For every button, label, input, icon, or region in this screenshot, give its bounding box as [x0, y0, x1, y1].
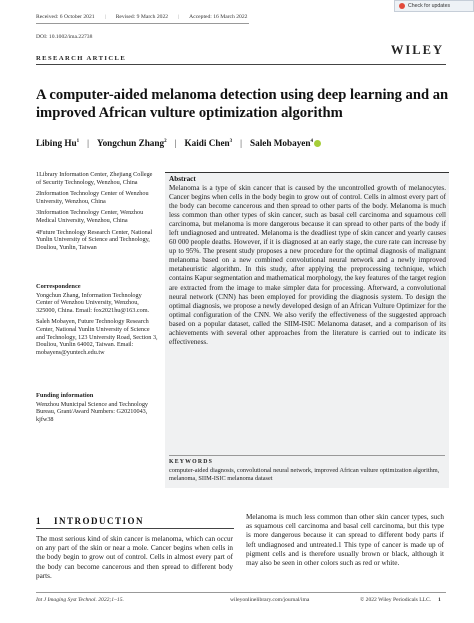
author-name[interactable]: Libing Hu$^1$: [36, 138, 80, 148]
section-label: RESEARCH ARTICLE: [36, 55, 127, 62]
badge-label: Check for updates: [408, 3, 451, 9]
accepted-date: Accepted: 16 March 2022: [189, 14, 248, 20]
section-number: 1: [36, 516, 42, 526]
abstract-text: Melanoma is a type of skin cancer that is caused by the uncontrolled growth of melanocytes. Cancer begins when cells in the body begin to grow out of control. Cells in almost every part of the body can become cancerous and then spread to other parts of the body. Melanoma is much less common than other types of skin cancer, such as basal cell carcinoma and squamous cell carcinoma, but melanoma is more dangerous because it can spread to other parts of the body if left undiagnosed and untreated. Melanoma is the deadliest type of skin cancer and yearly causes 60 000 people deaths. However, if it is diagnosed at an early stage, the cure rate can increase by up to 95%. The present study proposes a new procedure for the optimal diagnosis of malignant melanoma based on a new combined convolutional neural network and a newly improved metaheuristic algorithm. In this study, after applying the preprocessing technique, which contains Kapur segmentation and mathematical morphology, the key features of the target region are extracted from the image to make simpler data for processing. Afterward, a convolutional neural network (CNN) has been employed for providing the diagnosis system. To design the optimal diagnosis, we propose a newly developed design of an African Vulture Optimizer for the optimal configuration of the CNN. We also verify the effectiveness of the suggested approach based on a popular dataset, called the SIIM-ISIC Melanoma dataset, and a comparison of its achievements with several other approaches from the literature is carried out to indicate its effectiveness.: [169, 184, 446, 346]
body-column-right: Melanoma is much less common than other skin cancer types, such as squamous cell carcinoma and basal cell carcinoma, but this type is more dangerous because it can spread to different body parts if left undiagnosed and untreated.1 This type of cancer is made up of pigment cells and is therefore usually brown or black, although it may also be seen in other colors such as red or white.: [246, 513, 444, 568]
doi-link[interactable]: DOI: 10.1002/ima.22738: [36, 34, 93, 40]
funding-text: Wenzhou Municipal Science and Technology Bureau, Grant/Award Numbers: G20210043, kjfw38: [36, 400, 149, 423]
update-icon: [399, 3, 405, 9]
correspondence-block: [36, 283, 158, 360]
affiliations: [36, 171, 158, 255]
author-name[interactable]: Kaidi Chen$^3$: [184, 138, 233, 148]
correspondence-text: Yongchun Zhang, Information Technology Center of Wenzhou University, Wenzhou, 325000, China. Email: fox2021hu@163.com.: [36, 291, 150, 314]
affiliation: 2Information Technology Center of Wenzhou University, Wenzhou, China: [36, 190, 149, 205]
article-history: [36, 14, 247, 20]
affiliation: 4Future Technology Research Center, National Yunlin University of Science and Technology, Douliou, Yunlin, Taiwan: [36, 228, 153, 251]
orcid-icon[interactable]: [314, 140, 321, 147]
page-number: 1: [438, 597, 441, 603]
copyright: © 2022 Wiley Periodicals LLC.: [360, 597, 432, 603]
keywords-divider: [169, 455, 445, 456]
separator: |: [87, 138, 89, 148]
affiliation: 1Library Information Center, Zhejiang College of Security Technology, Wenzhou, China: [36, 171, 153, 186]
correspondence-heading: Correspondence: [36, 283, 81, 290]
check-for-updates-badge[interactable]: [394, 0, 474, 12]
publisher-logo: WILEY: [390, 43, 444, 57]
revised-date: Revised: 9 March 2022: [115, 14, 169, 20]
article-title: A computer-aided melanoma detection using deep learning and an improved African vulture optimization algorithm: [36, 87, 449, 121]
journal-url[interactable]: wileyonlinelibrary.com/journal/ima: [230, 597, 310, 603]
separator: |: [174, 138, 177, 148]
affiliation: 3Information Technology Center, Wenzhou Medical University, Wenzhou, China: [36, 209, 144, 224]
journal-citation: Int J Imaging Syst Technol. 2022;1–15.: [36, 597, 124, 603]
separator: |: [178, 14, 180, 20]
correspondence-text: Saleh Mobayen, Future Technology Research Center, National Yunlin University of Science and Technology, 123 University Road, Section 3, Douliou, Yunlin 64002, Taiwan. Email: mobayens@yuntech.edu.tw: [36, 318, 158, 356]
keywords-heading: KEYWORDS: [169, 459, 214, 465]
footer-divider: [36, 592, 446, 593]
abstract-heading: Abstract: [169, 175, 196, 183]
funding-block: [36, 392, 158, 427]
separator: |: [104, 14, 106, 20]
body-column-left: The most serious kind of skin cancer is melanoma, which can occur on any part of the skin or near a mole. Cancer begins when cells in the body begin to grow out of control. Cells in almost every part of the body can become cancerous and then spread to different body parts.: [36, 535, 233, 580]
author-name[interactable]: Yongchun Zhang$^2$: [96, 138, 167, 148]
separator: |: [240, 138, 242, 148]
section-title: INTRODUCTION: [54, 516, 145, 526]
received-date: Received: 6 October 2021: [36, 14, 95, 20]
author-name[interactable]: Saleh Mobayen$^4$: [250, 138, 321, 148]
header-divider: [36, 64, 446, 65]
keywords-text: computer-aided diagnosis, convolutional neural network, improved African vulture optimization algorithm, melanoma, SIIM-ISIC melanoma dataset: [169, 467, 440, 482]
author-list: [36, 138, 321, 148]
funding-heading: Funding information: [36, 392, 94, 399]
section-heading: [36, 516, 144, 526]
history-divider: [36, 23, 249, 24]
section-divider: [36, 528, 234, 529]
